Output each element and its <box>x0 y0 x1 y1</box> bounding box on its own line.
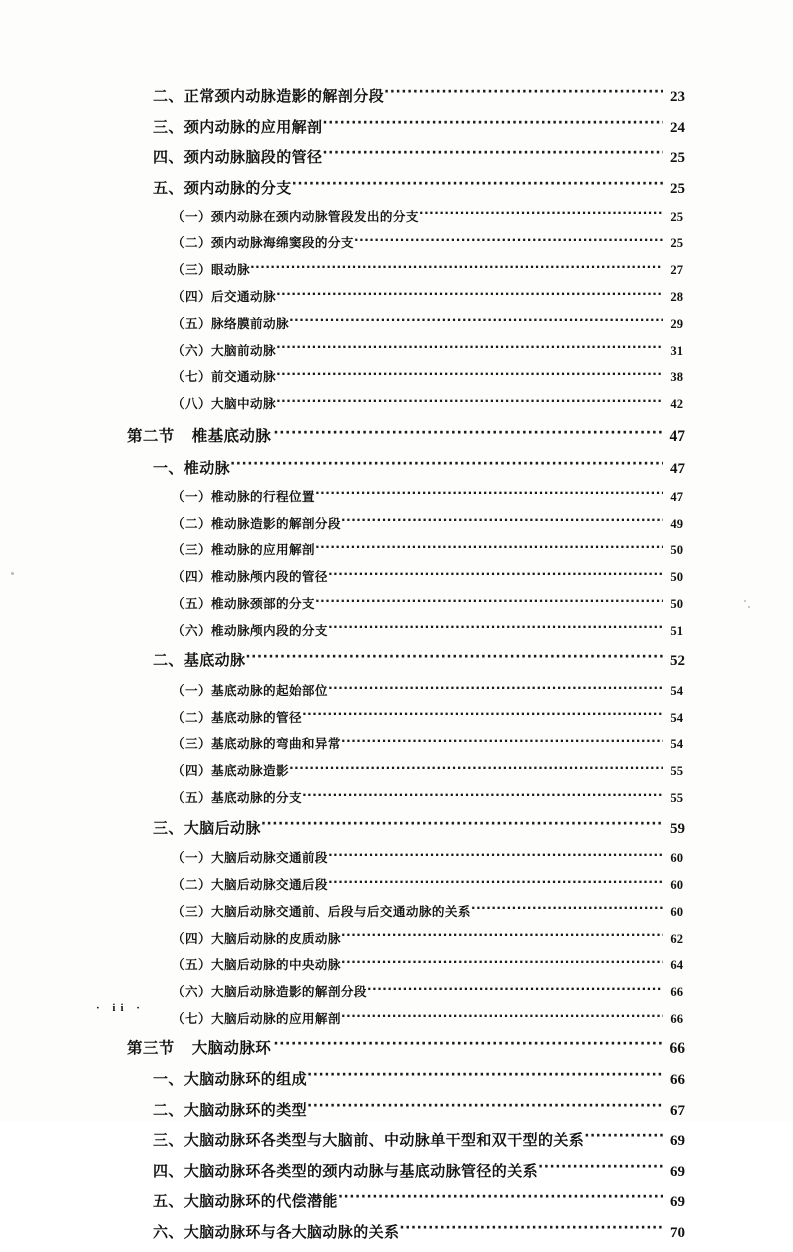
toc-entry-item[interactable] <box>0 569 793 584</box>
toc-entry-label: 二、大脑动脉环的类型 <box>153 1100 308 1119</box>
toc-entry-chapter[interactable] <box>0 1222 793 1241</box>
toc-entry-label: （四）基底动脉造影 <box>172 763 289 779</box>
toc-entry-page-number: 55 <box>670 764 683 779</box>
toc-entry-label: （二）颈内动脉海绵窦段的分支 <box>172 235 354 251</box>
toc-entry-item[interactable] <box>0 903 793 918</box>
dot-leader <box>276 369 663 382</box>
toc-entry-item[interactable] <box>0 709 793 724</box>
toc-entry-item[interactable] <box>0 930 793 945</box>
toc-entry-page-number: 66 <box>670 1011 683 1026</box>
toc-entry-chapter[interactable] <box>0 147 793 166</box>
dot-leader <box>273 426 663 442</box>
toc-entry-section[interactable] <box>0 426 793 445</box>
toc-entry-chapter[interactable] <box>0 1100 793 1119</box>
toc-entry-label: （二）大脑后动脉交通后段 <box>172 876 328 892</box>
toc-entry-label: （五）椎动脉颈部的分支 <box>172 595 315 611</box>
toc-entry-label: （一）颈内动脉在颈内动脉管段发出的分支 <box>172 208 419 224</box>
toc-entry-page-number: 24 <box>670 119 685 136</box>
dot-leader <box>328 682 663 695</box>
toc-entry-page-number: 66 <box>670 1072 685 1089</box>
toc-entry-label: （七）前交通动脉 <box>172 369 276 385</box>
toc-entry-chapter[interactable] <box>0 1130 793 1149</box>
toc-entry-item[interactable] <box>0 342 793 357</box>
toc-entry-label: （四）大脑后动脉的皮质动脉 <box>172 930 341 946</box>
toc-entry-item[interactable] <box>0 315 793 330</box>
toc-entry-section[interactable] <box>0 1037 793 1056</box>
toc-entry-page-number: 25 <box>670 209 683 224</box>
toc-entry-item[interactable] <box>0 682 793 697</box>
table-of-contents-list <box>0 86 793 1252</box>
toc-entry-label: （三）眼动脉 <box>172 262 250 278</box>
dot-leader <box>367 983 663 996</box>
toc-entry-page-number: 64 <box>670 958 683 973</box>
dot-leader <box>315 595 663 608</box>
toc-entry-item[interactable] <box>0 622 793 637</box>
toc-entry-page-number: 49 <box>670 516 683 531</box>
toc-entry-page-number: 54 <box>670 710 683 725</box>
toc-entry-page-number: 66 <box>670 985 683 1000</box>
toc-entry-page-number: 60 <box>670 904 683 919</box>
toc-entry-page-number: 60 <box>670 851 683 866</box>
toc-entry-label: 六、大脑动脉环与各大脑动脉的关系 <box>153 1222 400 1241</box>
toc-entry-label: 二、基底动脉 <box>153 651 246 670</box>
toc-entry-chapter[interactable] <box>0 1069 793 1088</box>
toc-entry-label: 二、正常颈内动脉造影的解剖分段 <box>153 87 385 105</box>
toc-entry-page-number: 50 <box>670 596 683 611</box>
toc-entry-label: （六）大脑前动脉 <box>172 342 276 358</box>
toc-entry-page-number: 69 <box>670 1133 685 1150</box>
toc-entry-page-number: 59 <box>670 820 685 837</box>
toc-entry-label: 一、椎动脉 <box>153 458 231 477</box>
toc-entry-item[interactable] <box>0 395 793 410</box>
dot-leader <box>322 117 663 132</box>
toc-entry-page-number: 42 <box>670 397 683 412</box>
dot-leader <box>273 1037 663 1053</box>
dot-leader <box>230 458 663 473</box>
toc-entry-page-number: 27 <box>670 263 683 278</box>
toc-entry-label: （三）大脑后动脉交通前、后段与后交通动脉的关系 <box>172 903 471 919</box>
toc-entry-item[interactable] <box>0 957 793 972</box>
toc-entry-page-number: 25 <box>670 180 685 197</box>
toc-entry-page-number: 25 <box>670 150 685 166</box>
toc-entry-chapter[interactable] <box>0 650 793 669</box>
toc-entry-item[interactable] <box>0 876 793 891</box>
dot-leader <box>384 86 663 101</box>
dot-leader <box>289 763 663 776</box>
toc-entry-page-number: 67 <box>670 1102 685 1119</box>
dot-leader <box>538 1161 663 1176</box>
toc-entry-item[interactable] <box>0 595 793 610</box>
toc-entry-page-number: 66 <box>669 1039 685 1057</box>
toc-entry-title: 大脑动脉环 <box>191 1038 272 1057</box>
toc-entry-label: 第三节 <box>127 1038 175 1057</box>
toc-entry-label: （五）大脑后动脉的中央动脉 <box>172 957 341 973</box>
toc-entry-page-number: 50 <box>670 570 683 585</box>
dot-leader <box>341 930 663 943</box>
dot-leader <box>341 957 663 970</box>
dot-leader <box>341 515 663 528</box>
toc-entry-label: （八）大脑中动脉 <box>172 396 276 412</box>
toc-entry-page-number: 51 <box>670 623 683 638</box>
toc-entry-page-number: 25 <box>670 236 683 251</box>
toc-entry-chapter[interactable] <box>0 86 793 105</box>
dot-leader <box>276 342 663 355</box>
toc-entry-page-number: 55 <box>670 790 683 805</box>
dot-leader <box>315 488 663 501</box>
toc-entry-item[interactable] <box>0 288 793 303</box>
toc-entry-label: 五、大脑动脉环的代偿潜能 <box>153 1192 338 1211</box>
dot-leader <box>315 542 663 555</box>
toc-entry-label: 第二节 <box>127 427 175 446</box>
dot-leader <box>341 1010 663 1023</box>
toc-entry-label: （二）椎动脉造影的解剖分段 <box>172 515 341 531</box>
toc-entry-item[interactable] <box>0 235 793 250</box>
toc-entry-item[interactable] <box>0 262 793 277</box>
dot-leader <box>399 1222 663 1237</box>
page-folio: · ii · <box>96 1002 145 1014</box>
toc-entry-item[interactable] <box>0 515 793 530</box>
dot-leader <box>328 876 663 889</box>
toc-entry-title: 椎基底动脉 <box>191 427 272 446</box>
toc-entry-label: （二）基底动脉的管径 <box>172 709 302 725</box>
dot-leader <box>341 736 663 749</box>
dot-leader <box>354 235 663 248</box>
toc-entry-page-number: 52 <box>670 653 685 670</box>
dot-leader <box>307 1100 663 1115</box>
toc-entry-page-number: 62 <box>670 931 683 946</box>
toc-entry-page-number: 38 <box>670 370 683 385</box>
toc-entry-label: 三、大脑后动脉 <box>153 818 261 837</box>
toc-entry-label: （五）基底动脉的分支 <box>172 789 302 805</box>
dot-leader <box>584 1130 663 1145</box>
dot-leader <box>250 262 663 275</box>
toc-entry-page-number: 47 <box>670 489 683 504</box>
toc-entry-label: （七）大脑后动脉的应用解剖 <box>172 1010 341 1026</box>
toc-entry-label: 五、颈内动脉的分支 <box>153 178 292 197</box>
toc-entry-item[interactable] <box>0 369 793 384</box>
dot-leader <box>419 208 663 221</box>
dot-leader <box>328 850 663 863</box>
toc-entry-item[interactable] <box>0 488 793 503</box>
toc-entry-label: （一）大脑后动脉交通前段 <box>172 850 328 866</box>
dot-leader <box>276 395 663 408</box>
toc-entry-chapter[interactable] <box>0 1161 793 1180</box>
toc-entry-page-number: 28 <box>670 289 683 304</box>
dot-leader <box>302 789 663 802</box>
toc-entry-item[interactable] <box>0 542 793 557</box>
dot-leader <box>276 288 663 301</box>
toc-entry-label: （三）椎动脉的应用解剖 <box>172 542 315 558</box>
dot-leader <box>289 315 663 328</box>
toc-entry-page-number: 54 <box>670 737 683 752</box>
toc-entry-label: （四）椎动脉颅内段的管径 <box>172 569 328 585</box>
toc-entry-label: （一）椎动脉的行程位置 <box>172 488 315 504</box>
toc-entry-item[interactable] <box>0 850 793 865</box>
toc-entry-page-number: 60 <box>670 877 683 892</box>
toc-entry-page-number: 23 <box>670 89 685 105</box>
toc-entry-label: （一）基底动脉的起始部位 <box>172 682 328 698</box>
toc-entry-label: 四、颈内动脉脑段的管径 <box>153 148 323 166</box>
dot-leader <box>292 178 663 193</box>
toc-entry-label: 三、颈内动脉的应用解剖 <box>153 117 323 136</box>
toc-entry-page-number: 70 <box>670 1224 685 1241</box>
toc-entry-page-number: 69 <box>670 1163 685 1180</box>
toc-entry-page-number: 47 <box>670 460 685 477</box>
toc-entry-label: （三）基底动脉的弯曲和异常 <box>172 736 341 752</box>
dot-leader <box>322 147 663 162</box>
toc-entry-page-number: 47 <box>669 428 685 446</box>
toc-entry-item[interactable] <box>0 763 793 778</box>
dot-leader <box>245 650 663 665</box>
dot-leader <box>338 1191 663 1206</box>
toc-entry-label: 四、大脑动脉环各类型的颈内动脉与基底动脉管径的关系 <box>153 1161 539 1180</box>
toc-entry-chapter[interactable] <box>0 178 793 197</box>
dot-leader <box>471 903 663 916</box>
toc-entry-page-number: 29 <box>670 316 683 331</box>
toc-entry-label: 三、大脑动脉环各类型与大脑前、中动脉单干型和双干型的关系 <box>153 1131 585 1150</box>
dot-leader <box>328 569 663 582</box>
toc-entry-chapter[interactable] <box>0 117 793 136</box>
toc-entry-label: （五）脉络膜前动脉 <box>172 315 289 331</box>
toc-entry-chapter[interactable] <box>0 458 793 477</box>
dot-leader <box>302 709 663 722</box>
toc-entry-page-number: 31 <box>670 343 683 358</box>
toc-entry-page-number: 54 <box>670 683 683 698</box>
dot-leader <box>328 622 663 635</box>
dot-leader <box>307 1069 663 1084</box>
toc-entry-label: （六）椎动脉颅内段的分支 <box>172 622 328 638</box>
toc-entry-item[interactable] <box>0 208 793 223</box>
toc-entry-chapter[interactable] <box>0 1191 793 1210</box>
toc-entry-chapter[interactable] <box>0 818 793 837</box>
toc-entry-item[interactable] <box>0 983 793 998</box>
dot-leader <box>261 818 663 833</box>
toc-entry-page-number: 69 <box>670 1194 685 1211</box>
toc-entry-label: （六）大脑后动脉造影的解剖分段 <box>172 984 367 1000</box>
toc-entry-label: （四）后交通动脉 <box>172 288 276 304</box>
toc-entry-item[interactable] <box>0 789 793 804</box>
toc-entry-item[interactable] <box>0 736 793 751</box>
toc-entry-label: 一、大脑动脉环的组成 <box>153 1070 308 1089</box>
toc-entry-page-number: 50 <box>670 543 683 558</box>
